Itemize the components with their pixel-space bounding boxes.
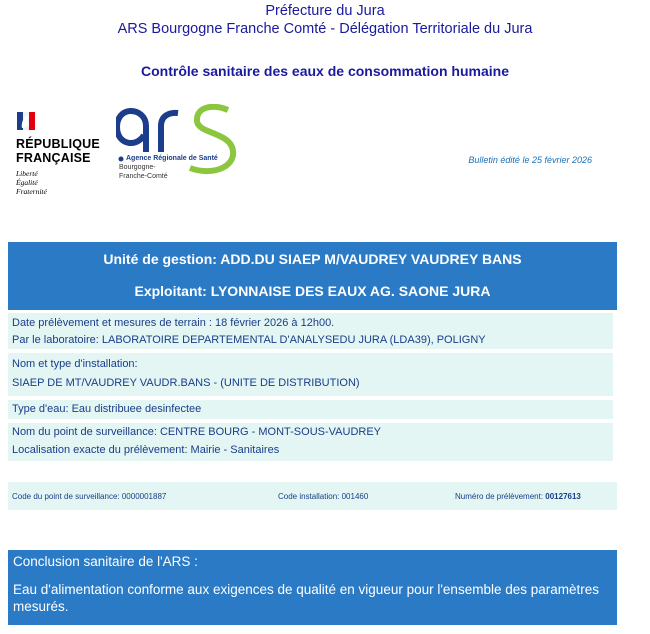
republique-francaise-logo <box>16 112 106 196</box>
prelevement-section <box>8 313 613 351</box>
rf-motto: Liberté Égalité Fraternité <box>16 169 47 196</box>
rf-line2: FRANÇAISE <box>16 151 91 165</box>
code-point: Code du point de surveillance: 0000001887 <box>12 492 167 501</box>
conclusion-box <box>8 550 617 625</box>
type-eau-section <box>8 400 613 421</box>
ars-region: Bourgogne- Franche-Comté <box>119 164 168 180</box>
type-eau: Type d'eau: Eau distribuee desinfectee <box>12 403 202 415</box>
conclusion-text: Eau d'alimentation conforme aux exigences de qualité en vigueur pour l'ensemble des paramètres mesurés. <box>13 582 600 614</box>
installation-label: Nom et type d'installation: <box>12 358 138 370</box>
bulletin-date: Bulletin édité le 25 février 2026 <box>468 155 592 165</box>
date-prelevement: Date prélèvement et mesures de terrain : 18 février 2026 à 12h00. <box>12 317 335 329</box>
ars-agence-label: Agence Régionale de Santé <box>126 155 218 162</box>
code-installation: Code installation: 001460 <box>278 492 369 501</box>
document-title: Contrôle sanitaire des eaux de consommation humaine <box>141 63 509 79</box>
laboratoire: Par le laboratoire: LABORATOIRE DEPARTEMENTAL D'ANALYSEDU JURA (LDA39), POLIGNY <box>12 334 486 346</box>
conclusion-title: Conclusion sanitaire de l'ARS : <box>13 554 198 569</box>
marianne-icon <box>17 112 35 130</box>
localisation: Localisation exacte du prélèvement: Mairie - Sanitaires <box>12 444 280 456</box>
ars-logo <box>116 104 246 184</box>
header-prefecture: Préfecture du Jura <box>265 3 385 19</box>
header-ars-delegation: ARS Bourgogne Franche Comté - Délégation Territoriale du Jura <box>117 21 533 37</box>
unite-gestion: Unité de gestion: ADD.DU SIAEP M/VAUDREY VAUDREY BANS <box>8 242 617 276</box>
surveillance-section <box>8 423 613 463</box>
exploitant: Exploitant: LYONNAISE DES EAUX AG. SAONE JURA <box>8 276 617 310</box>
rf-line1: RÉPUBLIQUE <box>16 137 100 151</box>
numero-prelevement: Numéro de prélèvement: 00127613 <box>455 492 581 501</box>
installation-section <box>8 353 613 398</box>
codes-row <box>8 482 617 510</box>
installation-value: SIAEP DE MT/VAUDREY VAUDR.BANS - (UNITE DE DISTRIBUTION) <box>12 377 360 389</box>
point-surveillance: Nom du point de surveillance: CENTRE BOURG - MONT-SOUS-VAUDREY <box>12 426 381 438</box>
